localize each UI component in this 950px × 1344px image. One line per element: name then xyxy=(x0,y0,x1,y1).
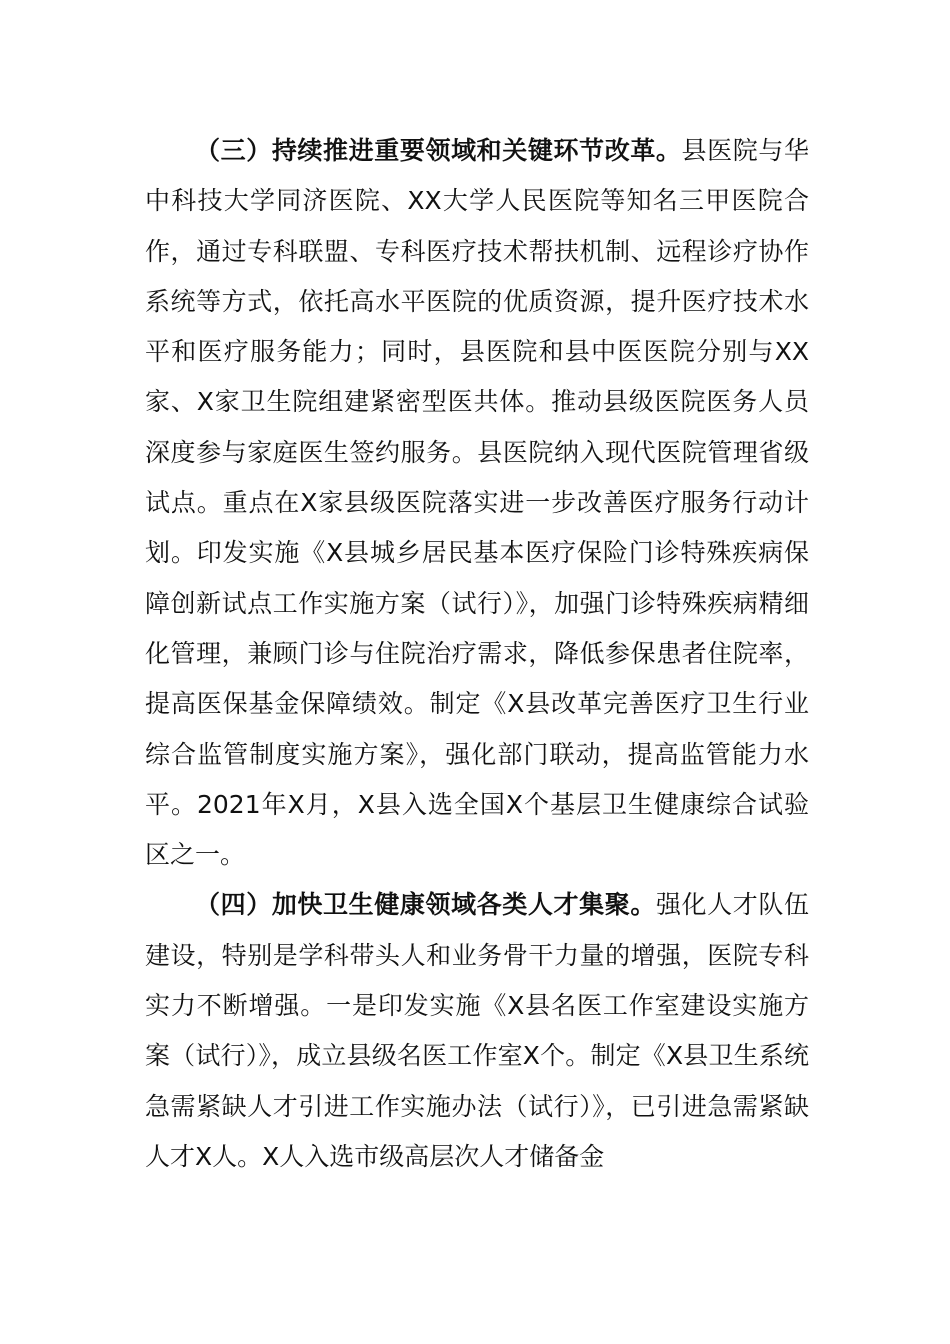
paragraph-section-3 xyxy=(145,126,809,880)
section-4-text: 强化人才队伍建设，特别是学科带头人和业务骨干力量的增强，医院专科实力不断增强。一是印发实施《X县名医工作室建设实施方案（试行）》，成立县级名医工作室X个。制定《X县卫生系统急需紧缺人才引进工作实施办法（试行）》，已引进急需紧缺人才X人。X人入选市级高层次人才储备金 xyxy=(145,890,809,1171)
section-3-heading: （三）持续推进重要领域和关键环节改革。 xyxy=(195,136,682,165)
paragraph-section-4 xyxy=(145,880,809,1182)
section-3-text: 县医院与华中科技大学同济医院、XX大学人民医院等知名三甲医院合作，通过专科联盟、专科医疗技术帮扶机制、远程诊疗协作系统等方式，依托高水平医院的优质资源，提升医疗技术水平和医疗服务能力；同时，县医院和县中医医院分别与XX家、X家卫生院组建紧密型医共体。推动县级医院医务人员深度参与家庭医生签约服务。县医院纳入现代医院管理省级试点。重点在X家县级医院落实进一步改善医疗服务行动计划。印发实施《X县城乡居民基本医疗保险门诊特殊疾病保障创新试点工作实施方案（试行）》，加强门诊特殊疾病精细化管理，兼顾门诊与住院治疗需求，降低参保患者住院率，提高医保基金保障绩效。制定《X县改革完善医疗卫生行业综合监管制度实施方案》，强化部门联动，提高监管能力水平。2021年X月，X县入选全国X个基层卫生健康综合试验区之一。 xyxy=(145,136,809,870)
section-4-heading: （四）加快卫生健康领域各类人才集聚。 xyxy=(195,890,656,920)
document-body xyxy=(145,126,809,1182)
